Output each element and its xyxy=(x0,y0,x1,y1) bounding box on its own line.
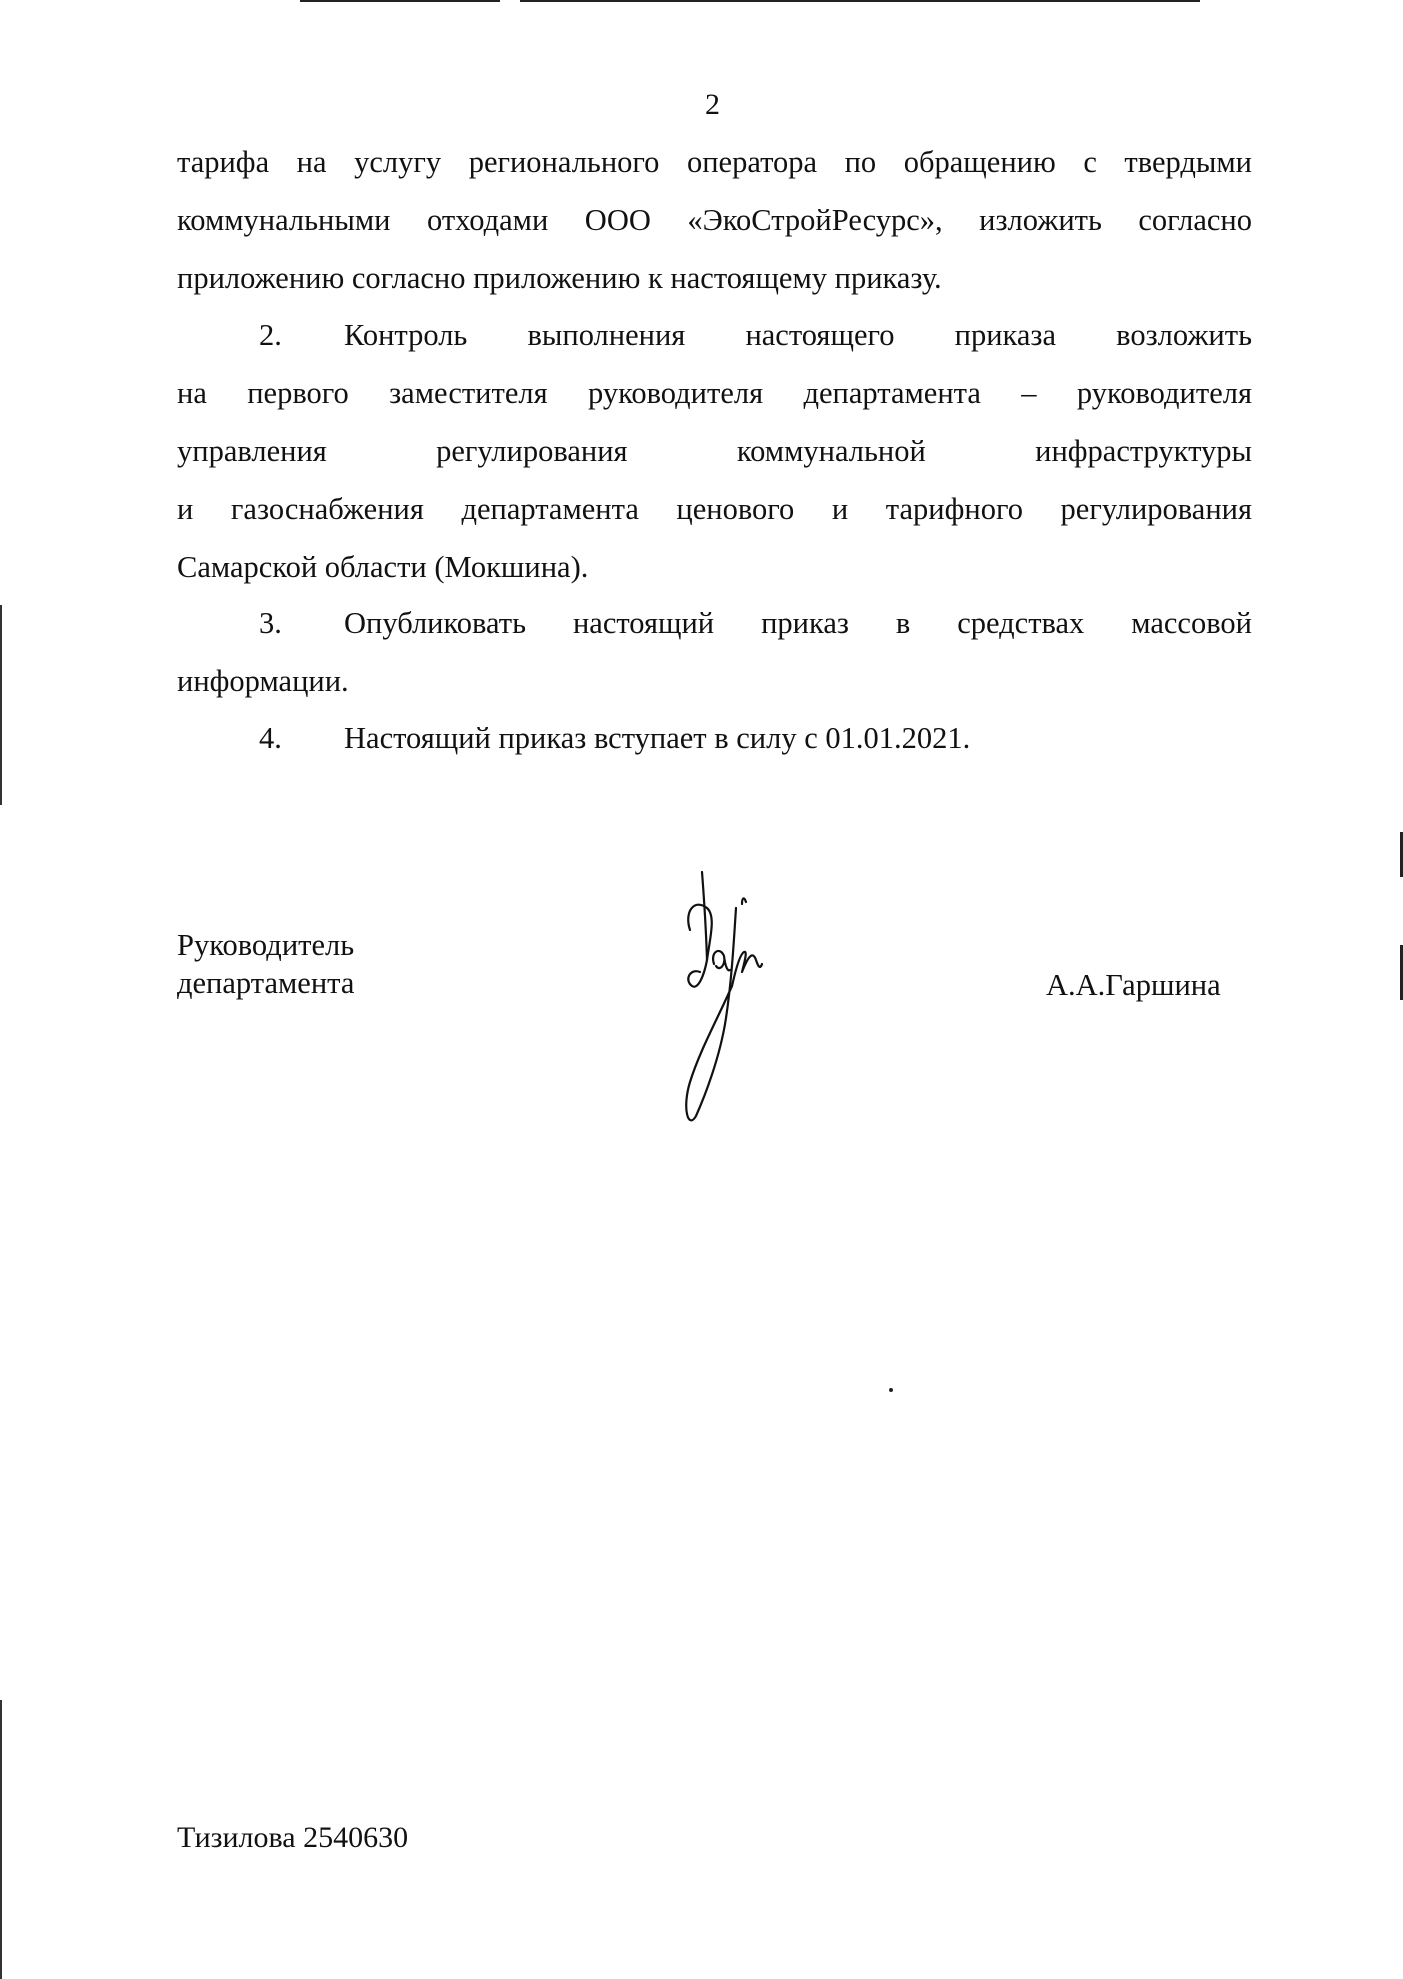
scan-edge-left-upper xyxy=(0,605,2,805)
list-item-4 xyxy=(177,709,1252,767)
list-item-number: 2. xyxy=(259,318,282,352)
list-item-text: Опубликовать настоящий приказ в средствах массовой xyxy=(344,606,1252,640)
list-item-line: информации. xyxy=(177,664,349,698)
list-item-number: 3. xyxy=(259,606,282,640)
list-item-first-line xyxy=(177,594,1252,652)
scan-edge-gap xyxy=(500,0,520,2)
list-item-text: Контроль выполнения настоящего приказа возложить xyxy=(344,318,1252,352)
paragraph-continuation xyxy=(177,133,1252,307)
list-item-3 xyxy=(177,594,1252,710)
paragraph-line: тарифа на услугу регионального оператора по обращению с твердыми xyxy=(177,145,1252,179)
handwritten-signature xyxy=(680,868,800,1128)
signatory-name: А.А.Гаршина xyxy=(1046,968,1221,1002)
list-item-number: 4. xyxy=(259,721,282,755)
signatory-position-line: департамента xyxy=(177,966,355,1000)
paragraph-line: приложению согласно приложению к настоящему приказу. xyxy=(177,261,942,295)
signatory-position-line: Руководитель xyxy=(177,928,355,962)
list-item-first-line xyxy=(177,709,1252,767)
list-item-line: и газоснабжения департамента ценового и тарифного регулирования xyxy=(177,492,1252,526)
executor-contact: Тизилова 2540630 xyxy=(177,1821,409,1854)
list-item-line: на первого заместителя руководителя департамента – руководителя xyxy=(177,376,1252,410)
list-item-text: Настоящий приказ вступает в силу с 01.01.2021. xyxy=(344,721,971,755)
signatory-position xyxy=(177,926,354,1002)
scan-speck xyxy=(889,1388,893,1392)
scan-edge-left-lower xyxy=(0,1700,2,1979)
list-item-2 xyxy=(177,306,1252,596)
scan-edge-top xyxy=(300,0,1200,2)
list-item-first-line xyxy=(177,306,1252,364)
list-item-line: Самарской области (Мокшина). xyxy=(177,550,589,584)
page-number: 2 xyxy=(705,88,720,121)
paragraph-line: коммунальными отходами ООО «ЭкоСтройРесурс», изложить согласно xyxy=(177,203,1252,237)
list-item-line: управления регулирования коммунальной инфраструктуры xyxy=(177,434,1252,468)
